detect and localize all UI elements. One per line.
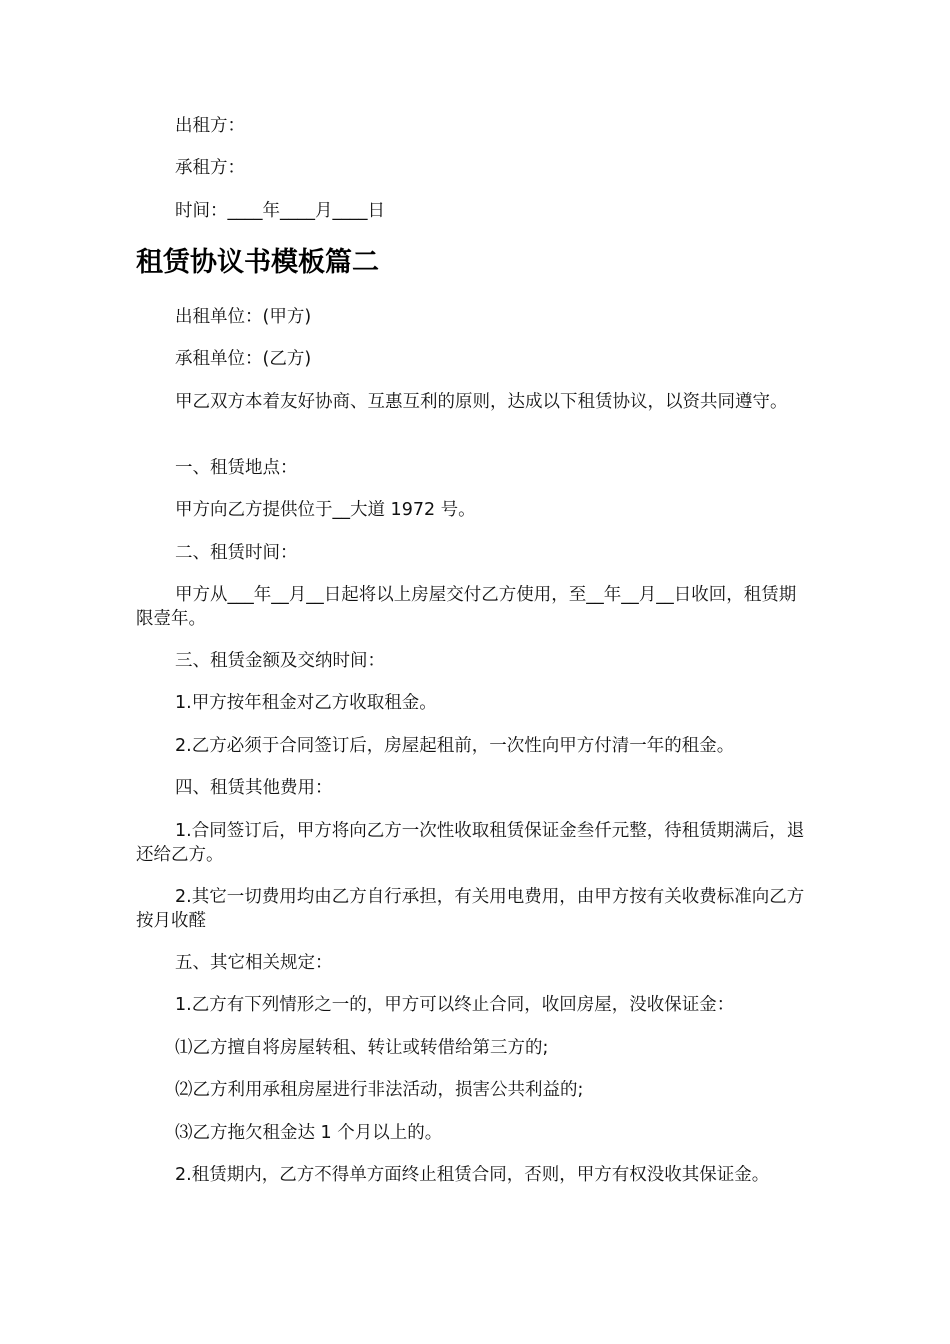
intro-paragraph: 甲乙双方本着友好协商、互惠互利的原则，达成以下租赁协议，以资共同遵守。 — [175, 392, 788, 412]
lessee-signature-line: 承租方： — [175, 158, 245, 178]
clause-2-title: 二、租赁时间： — [175, 543, 298, 563]
section-heading: 租赁协议书模板篇二 — [136, 247, 379, 278]
date-line: 时间：____年____月____日 — [175, 201, 385, 221]
clause-5-sub-1: ⑴乙方擅自将房屋转租、转让或转借给第三方的; — [175, 1038, 549, 1058]
clause-2-body: 甲方从___年__月__日起将以上房屋交付乙方使用，至__年__月__日收回，租赁期限壹年。 — [136, 585, 797, 629]
clause-3-item-1: 1.甲方按年租金对乙方收取租金。 — [175, 693, 437, 713]
lessor-unit: 出租单位：(甲方) — [175, 307, 312, 327]
clause-5-sub-3: ⑶乙方拖欠租金达 1 个月以上的。 — [175, 1123, 443, 1143]
lessee-unit: 承租单位：(乙方) — [175, 349, 312, 369]
clause-3-item-2: 2.乙方必须于合同签订后，房屋起租前，一次性向甲方付清一年的租金。 — [175, 736, 735, 756]
clause-4-item-1: 1.合同签订后，甲方将向乙方一次性收取租赁保证金叁仟元整，待租赁期满后，退还给乙方。 — [136, 821, 805, 865]
clause-4-title: 四、租赁其他费用： — [175, 778, 333, 798]
clause-5-sub-2: ⑵乙方利用承租房屋进行非法活动，损害公共利益的; — [175, 1080, 584, 1100]
clause-1-body: 甲方向乙方提供位于__大道 1972 号。 — [175, 500, 476, 520]
clause-1-title: 一、租赁地点： — [175, 458, 298, 478]
clause-3-title: 三、租赁金额及交纳时间： — [175, 651, 385, 671]
clause-4-item-2: 2.其它一切费用均由乙方自行承担，有关用电费用，由甲方按有关收费标准向乙方按月收醛 — [136, 887, 805, 931]
clause-5-title: 五、其它相关规定： — [175, 953, 333, 973]
clause-5-item-1: 1.乙方有下列情形之一的，甲方可以终止合同，收回房屋，没收保证金： — [175, 995, 735, 1015]
clause-5-item-2: 2.租赁期内，乙方不得单方面终止租赁合同，否则，甲方有权没收其保证金。 — [175, 1165, 770, 1185]
lessor-signature-line: 出租方： — [175, 116, 245, 136]
